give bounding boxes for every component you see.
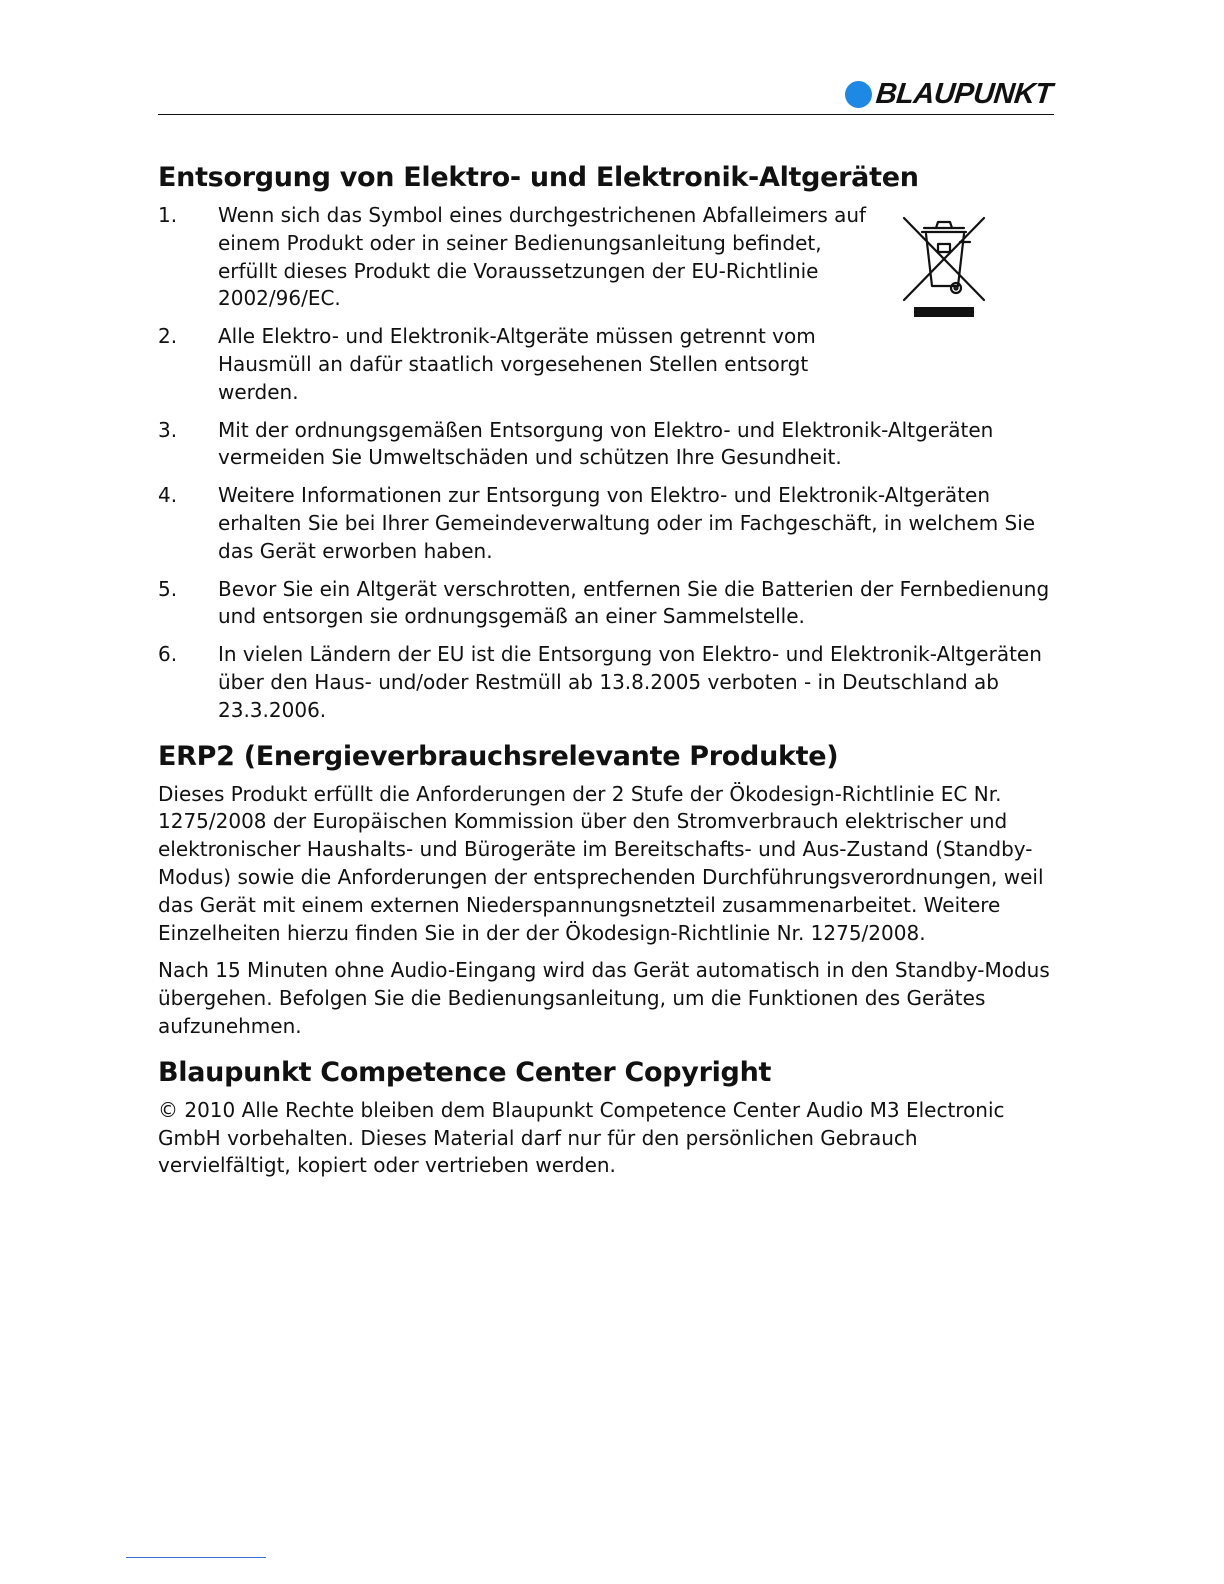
erp-paragraph: Nach 15 Minuten ohne Audio-Eingang wird das Gerät automatisch in den Standby-Modus übergehen. Befolgen Sie die Bedienungsanleitung, um die Funktionen des Gerätes aufzunehmen. [158, 958, 1050, 1038]
list-text: In vielen Ländern der EU ist die Entsorgung von Elektro- und Elektronik-Altgeräten über den Haus- und/oder Restmüll ab 13.8.2005 verboten - in Deutschland ab 23.3.2006. [218, 642, 1042, 722]
list-text: Alle Elektro- und Elektronik-Altgeräte müssen getrennt vom Hausmüll an dafür staatlich vorgesehenen Stellen entsorgt werden. [218, 324, 816, 404]
section-title-disposal: Entsorgung von Elektro- und Elektronik-Altgeräten [158, 162, 919, 193]
page-header [158, 74, 1054, 115]
list-text: Wenn sich das Symbol eines durchgestrichenen Abfalleimers auf einem Produkt oder in seiner Bedienungsanleitung befindet, erfüllt dieses Produkt die Voraussetzungen der EU-Richtlinie 2002/96/EC. [218, 203, 867, 311]
footer-rule [126, 1557, 266, 1558]
section-title-erp: ERP2 (Energieverbrauchsrelevante Produkte) [158, 740, 839, 772]
brand-name: BLAUPUNKT [874, 78, 1054, 110]
copyright-paragraph: © 2010 Alle Rechte bleiben dem Blaupunkt Competence Center Audio M3 Electronic GmbH vorbehalten. Dieses Material darf nur für den persönlichen Gebrauch vervielfältigt, kopiert oder vertrieben werden. [158, 1097, 1005, 1178]
brand-logo [845, 78, 1052, 111]
brand-dot-icon [845, 81, 872, 108]
list-number: 5. [158, 576, 178, 601]
list-item [158, 576, 1054, 632]
list-number: 1. [158, 203, 178, 227]
list-number: 4. [158, 483, 178, 508]
list-item [158, 641, 1054, 724]
list-item [158, 323, 1054, 406]
section-title-copyright: Blaupunkt Competence Center Copyright [158, 1056, 772, 1088]
list-text: Bevor Sie ein Altgerät verschrotten, entfernen Sie die Batterien der Fernbedienung und entsorgen sie ordnungsgemäß an einer Sammelstelle. [218, 576, 1050, 629]
list-item [158, 482, 1054, 565]
list-number: 3. [158, 417, 178, 442]
list-number: 2. [158, 324, 178, 349]
list-text: Mit der ordnungsgemäßen Entsorgung von Elektro- und Elektronik-Altgeräten vermeiden Sie Umweltschäden und schützen Ihre Gesundheit. [218, 417, 994, 470]
list-text: Weitere Informationen zur Entsorgung von Elektro- und Elektronik-Altgeräten erhalten Sie bei Ihrer Gemeindeverwaltung oder im Fachgeschäft, in welchem Sie das Gerät erworben haben. [218, 483, 1036, 563]
document-body [158, 160, 1054, 1190]
erp-paragraph: Dieses Produkt erfüllt die Anforderungen der 2 Stufe der Ökodesign-Richtlinie EC Nr. 1275/2008 der Europäischen Kommission über den Stromverbrauch elektrischer und elektronischer Haushalts- und Bürogeräte im Bereitschafts- und Aus-Zustand (Standby-Modus) sowie die Anforderungen der entsprechenden Durchführungsverordnungen, weil das Gerät mit einem externen Niederspannungsnetzteil zusammenarbeitet. Weitere Einzelheiten hierzu finden Sie in der der Ökodesign-Richtlinie Nr. 1275/2008. [158, 781, 1044, 945]
list-item [158, 202, 1054, 313]
list-item [158, 417, 1054, 473]
list-number: 6. [158, 642, 178, 667]
disposal-list [158, 202, 1054, 725]
